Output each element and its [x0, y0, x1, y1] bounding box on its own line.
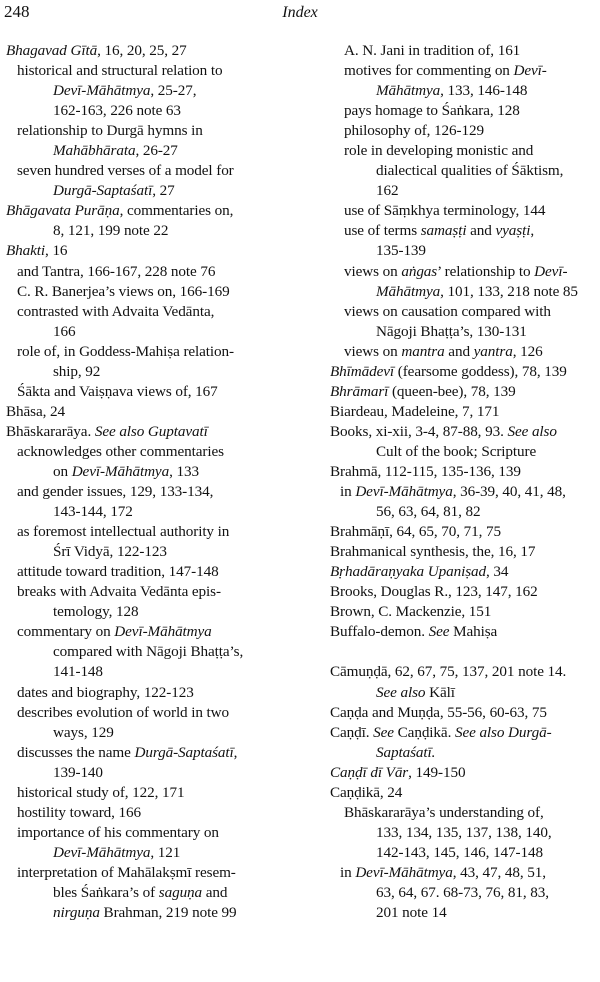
entry-text: Mahiṣa: [449, 623, 498, 641]
entry-text: nirguṇa: [53, 904, 100, 922]
entry-text: historical and structural relation to: [17, 62, 223, 80]
index-entry: [330, 723, 600, 743]
index-subentry-line: [330, 181, 600, 201]
entry-text: ’ relationship to: [437, 262, 535, 280]
entry-text: Brahmanical synthesis, the, 16, 17: [330, 543, 536, 561]
index-entry: [330, 382, 600, 402]
index-subentry-line: [6, 863, 298, 883]
entry-text: role in developing monistic and: [344, 142, 534, 160]
index-subentry-line: [330, 502, 600, 522]
index-subentry-line: [330, 342, 600, 362]
index-subentry-line: [6, 723, 298, 743]
index-subentry-line: [330, 141, 600, 161]
entry-text: See also Durgā-: [454, 723, 552, 741]
index-subentry-line: [330, 221, 600, 241]
entry-text: hostility toward, 166: [17, 803, 142, 821]
entry-text: Śrī Vidyā, 122-123: [53, 543, 167, 561]
entry-text: seven hundred verses of a model for: [17, 162, 234, 180]
index-subentry-line: [330, 743, 600, 763]
entry-text: describes evolution of world in two: [17, 703, 230, 721]
index-subentry-line: [6, 462, 298, 482]
entry-text: Devī-Māhātmya: [355, 863, 453, 881]
entry-text: Durgā-Saptaśatī: [53, 182, 153, 200]
index-entry: [330, 763, 600, 783]
entry-text: commentary on: [17, 623, 115, 641]
index-entry: [330, 622, 600, 642]
entry-text: discusses the name: [17, 743, 135, 761]
index-entry: [330, 422, 600, 442]
entry-text: Caṇḍikā, 24: [330, 783, 403, 801]
entry-text: and gender issues, 129, 133-134,: [17, 483, 214, 501]
entry-text: Brown, C. Mackenzie, 151: [330, 603, 492, 621]
index-subentry-line: [6, 382, 298, 402]
index-subentry-line: [330, 683, 600, 703]
entry-text: Caṇḍī dī Vār: [330, 763, 409, 781]
entry-text: See also: [507, 422, 557, 440]
entry-text: motives for commenting on: [344, 62, 514, 80]
entry-text: See also: [376, 683, 426, 701]
index-subentry-line: [6, 823, 298, 843]
entry-text: (queen-bee), 78, 139: [388, 382, 516, 400]
index-entry: [6, 402, 298, 422]
index-subentry-line: [330, 903, 600, 923]
entry-text: 162-163, 226 note 63: [53, 102, 181, 120]
page-number: 248: [4, 2, 30, 21]
entry-text: bles Śaṅkara’s of: [53, 883, 159, 901]
index-subentry-line: [6, 101, 298, 121]
entry-text: as foremost intellectual authority in: [17, 523, 230, 541]
entry-text: Devī-Māhātmya: [53, 82, 151, 100]
entry-text: views on: [344, 262, 402, 280]
index-entry: [330, 462, 600, 482]
entry-text: 166: [53, 322, 76, 340]
entry-text: Bhīmādevī: [330, 362, 395, 380]
entry-text: pays homage to Śaṅkara, 128: [344, 102, 520, 120]
entry-text: contrasted with Advaita Vedānta,: [17, 302, 215, 320]
entry-text: Bṛhadāraṇyaka Upaniṣad: [330, 563, 486, 581]
entry-text: mantra: [401, 342, 445, 360]
index-subentry-line: [6, 81, 298, 101]
entry-text: , 36-39, 40, 41, 48,: [452, 483, 566, 501]
entry-text: philosophy of, 126-129: [344, 122, 484, 140]
entry-text: Cult of the book; Scripture: [376, 442, 537, 460]
entry-text: 201 note 14: [376, 904, 447, 922]
entry-text: breaks with Advaita Vedānta epis-: [17, 583, 221, 601]
index-subentry-line: [6, 322, 298, 342]
entry-text: , 16, 20, 25, 27: [97, 42, 187, 59]
entry-text: , commentaries on,: [119, 202, 234, 220]
entry-text: attitude toward tradition, 147-148: [17, 563, 219, 581]
index-subentry-line: [6, 843, 298, 863]
index-entry: [6, 422, 298, 442]
entry-text: Bhāskararāya.: [6, 422, 95, 440]
index-subentry-line: [330, 322, 600, 342]
index-subentry-line: [330, 823, 600, 843]
entry-text: , 126: [512, 342, 543, 360]
entry-text: 142-143, 145, 146, 147-148: [376, 843, 543, 861]
entry-text: Buffalo-demon.: [330, 623, 429, 641]
index-subentry-line: [6, 622, 298, 642]
entry-text: views on: [344, 342, 402, 360]
index-subentry-line: [6, 903, 298, 923]
index-subentry-line: [6, 542, 298, 562]
index-subentry-line: [330, 302, 600, 322]
index-subentry-line: [330, 282, 600, 302]
index-subentry-line: [6, 482, 298, 502]
index-subentry-line: [6, 262, 298, 282]
entry-text: ,: [530, 222, 535, 240]
index-subentry-line: [6, 121, 298, 141]
entry-text: relationship to Durgā hymns in: [17, 122, 203, 140]
index-entry: [330, 602, 600, 622]
entry-text: importance of his commentary on: [17, 823, 219, 841]
index-subentry-line: [6, 302, 298, 322]
entry-text: 141-148: [53, 663, 103, 681]
index-entry: [6, 241, 298, 261]
entry-text: Devī-Māhātmya: [355, 483, 453, 501]
index-entry: [330, 542, 600, 562]
index-subentry-line: [6, 683, 298, 703]
entry-text: Durgā-Saptaśatī: [134, 743, 234, 761]
entry-text: 139-140: [53, 763, 103, 781]
index-subentry-line: [6, 61, 298, 81]
index-entry: [330, 562, 600, 582]
entry-text: , 43, 47, 48, 51,: [452, 863, 546, 881]
entry-text: See: [428, 623, 450, 641]
index-subentry-line: [6, 602, 298, 622]
entry-text: , 133: [169, 462, 199, 480]
index-subentry-line: [6, 582, 298, 602]
entry-text: 135-139: [376, 242, 426, 260]
entry-text: yantra: [473, 342, 513, 360]
entry-text: saguṇa: [158, 883, 203, 901]
section-gap: [330, 642, 600, 662]
entry-text: use of terms: [344, 222, 421, 240]
entry-text: , 101, 133, 218 note 85: [440, 282, 578, 300]
entry-text: use of Sāṃkhya terminology, 144: [344, 202, 546, 220]
entry-text: in: [340, 863, 356, 881]
index-subentry-line: [6, 161, 298, 181]
entry-text: and: [444, 342, 474, 360]
index-subentry-line: [6, 743, 298, 763]
entry-text: , 133, 146-148: [440, 82, 528, 100]
entry-text: dialectical qualities of Śāktism,: [376, 162, 564, 180]
entry-text: Books, xi-xii, 3-4, 87-88, 93.: [330, 422, 508, 440]
entry-text: samaṣṭi: [420, 222, 467, 240]
entry-text: Caṇḍī.: [330, 723, 374, 741]
index-subentry-line: [6, 141, 298, 161]
entry-text: compared with Nāgoji Bhaṭṭa’s,: [53, 643, 244, 661]
index-subentry-line: [330, 863, 600, 883]
index-entry: [330, 662, 600, 682]
index-subentry-line: [6, 703, 298, 723]
entry-text: A. N. Jani in tradition of, 161: [344, 42, 521, 59]
entry-text: ship, 92: [53, 362, 101, 380]
entry-text: Bhakti: [6, 242, 46, 260]
entry-text: Devī-Māhātmya: [71, 462, 170, 480]
entry-text: Bhāgavata Purāṇa: [6, 202, 120, 220]
entry-text: Nāgoji Bhaṭṭa’s, 130-131: [376, 322, 527, 340]
entry-text: , 16: [45, 242, 68, 260]
index-subentry-line: [330, 81, 600, 101]
entry-text: , 34: [486, 563, 509, 581]
index-subentry-line: [330, 101, 600, 121]
index-subentry-line: [330, 843, 600, 863]
entry-text: C. R. Banerjea’s views on, 166-169: [17, 282, 230, 300]
entry-text: Māhātmya: [376, 282, 441, 300]
entry-text: ways, 129: [53, 723, 114, 741]
entry-text: Saptaśatī.: [376, 743, 436, 761]
entry-text: , 149-150: [408, 763, 466, 781]
entry-text: role of, in Goddess-Mahiṣa relation-: [17, 342, 234, 360]
index-subentry-line: [6, 803, 298, 823]
index-entry: [330, 362, 600, 382]
entry-text: Brahman, 219 note 99: [99, 904, 237, 922]
entry-text: Mahābhārata: [53, 142, 136, 160]
entry-text: 133, 134, 135, 137, 138, 140,: [376, 823, 552, 841]
entry-text: (fearsome goddess), 78, 139: [394, 362, 567, 380]
entry-text: Bhāskararāya’s understanding of,: [344, 803, 544, 821]
index-subentry-line: [330, 241, 600, 261]
entry-text: , 27: [152, 182, 175, 200]
entry-text: Devī-: [534, 262, 568, 280]
entry-text: Bhrāmarī: [330, 382, 389, 400]
index-subentry-line: [6, 763, 298, 783]
entry-text: , 25-27,: [150, 82, 197, 100]
entry-text: 8, 121, 199 note 22: [53, 222, 169, 240]
entry-text: Śākta and Vaiṣṇava views of, 167: [17, 382, 218, 400]
index-subentry-line: [330, 161, 600, 181]
entry-text: dates and biography, 122-123: [17, 683, 194, 701]
entry-text: on: [53, 462, 72, 480]
index-subentry-line: [330, 61, 600, 81]
entry-text: vyaṣṭi: [495, 222, 531, 240]
entry-text: 143-144, 172: [53, 503, 133, 521]
page-header: [0, 0, 600, 30]
index-entry: [330, 402, 600, 422]
entry-text: Devī-: [513, 62, 547, 80]
index-subentry-line: [330, 41, 600, 61]
entry-text: Biardeau, Madeleine, 7, 171: [330, 402, 500, 420]
entry-text: Cāmuṇḍā, 62, 67, 75, 137, 201 note 14.: [330, 663, 567, 681]
entry-text: Bhāsa, 24: [6, 402, 65, 420]
entry-text: in: [340, 483, 356, 501]
index-subentry-line: [6, 181, 298, 201]
entry-text: See: [373, 723, 394, 741]
entry-text: , 26-27: [135, 142, 178, 160]
entry-text: , 121: [150, 843, 181, 861]
index-subentry-line: [6, 522, 298, 542]
entry-text: acknowledges other commentaries: [17, 442, 224, 460]
entry-text: Māhātmya: [376, 82, 441, 100]
entry-text: Devī-Māhātmya: [53, 843, 151, 861]
index-subentry-line: [330, 803, 600, 823]
index-subentry-line: [6, 221, 298, 241]
index-entry: [330, 522, 600, 542]
index-subentry-line: [6, 502, 298, 522]
entry-text: Brooks, Douglas R., 123, 147, 162: [330, 583, 538, 601]
entry-text: Bhagavad Gītā: [6, 42, 98, 59]
entry-text: 56, 63, 64, 81, 82: [376, 503, 481, 521]
index-subentry-line: [330, 442, 600, 462]
index-subentry-line: [6, 362, 298, 382]
index-subentry-line: [6, 642, 298, 662]
index-subentry-line: [330, 482, 600, 502]
index-column-left: [6, 41, 298, 923]
index-subentry-line: [6, 342, 298, 362]
index-entry: [330, 703, 600, 723]
entry-text: Caṇḍa and Muṇḍa, 55-56, 60-63, 75: [330, 703, 547, 721]
index-subentry-line: [6, 442, 298, 462]
entry-text: historical study of, 122, 171: [17, 783, 185, 801]
running-head: Index: [282, 4, 318, 21]
entry-text: 63, 64, 67. 68-73, 76, 81, 83,: [376, 883, 549, 901]
entry-text: ,: [233, 743, 238, 761]
entry-text: and: [466, 222, 496, 240]
entry-text: and: [202, 883, 228, 901]
index-subentry-line: [6, 662, 298, 682]
index-subentry-line: [6, 562, 298, 582]
index-column-right: [330, 41, 600, 923]
entry-text: temology, 128: [53, 603, 139, 621]
entry-text: Kālī: [425, 683, 455, 701]
entry-text: and Tantra, 166-167, 228 note 76: [17, 262, 216, 280]
entry-text: aṅgas: [401, 262, 438, 280]
index-subentry-line: [330, 201, 600, 221]
index-entry: [330, 582, 600, 602]
index-subentry-line: [330, 121, 600, 141]
entry-text: Devī-Māhātmya: [114, 623, 212, 641]
entry-text: Caṇḍikā.: [393, 723, 455, 741]
index-entry: [6, 201, 298, 221]
index-entry: [6, 41, 298, 61]
entry-text: Brahmāṇī, 64, 65, 70, 71, 75: [330, 523, 501, 541]
index-subentry-line: [6, 883, 298, 903]
entry-text: See also Guptavatī: [94, 422, 208, 440]
index-subentry-line: [6, 783, 298, 803]
entry-text: views on causation compared with: [344, 302, 551, 320]
entry-text: 162: [376, 182, 399, 200]
index-subentry-line: [6, 282, 298, 302]
entry-text: interpretation of Mahālakṣmī resem-: [17, 863, 236, 881]
entry-text: Brahmā, 112-115, 135-136, 139: [330, 462, 521, 480]
index-subentry-line: [330, 883, 600, 903]
index-subentry-line: [330, 262, 600, 282]
index-entry: [330, 783, 600, 803]
